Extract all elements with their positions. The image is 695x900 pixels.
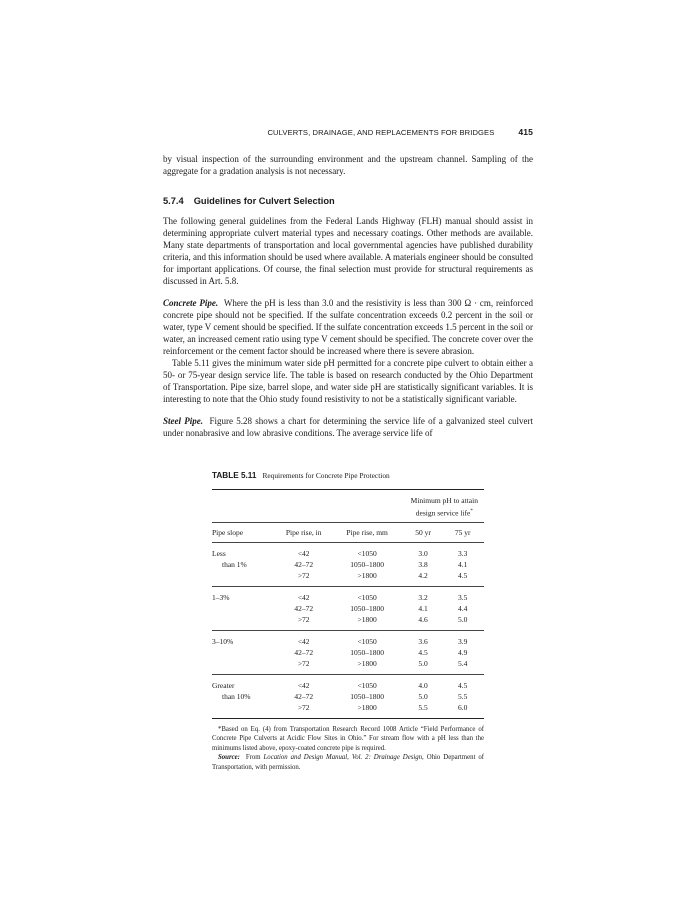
running-head [163, 127, 533, 141]
col-header-50yr: 50 yr [405, 522, 442, 542]
cell-ph-50yr: 4.1 [418, 603, 428, 613]
table-row [212, 674, 484, 691]
concrete-pipe-heading: Concrete Pipe. [163, 298, 219, 308]
cell-rise-in: >72 [297, 658, 310, 668]
cell-pipe-slope [212, 702, 278, 719]
cell-ph-50yr: 3.6 [405, 630, 442, 647]
cell-rise-in: <42 [278, 542, 330, 559]
pipe-protection-table [212, 489, 484, 719]
cell-pipe-slope [212, 603, 278, 614]
table-row [212, 658, 484, 675]
cell-rise-mm: <1050 [330, 630, 405, 647]
cell-ph-75yr: 3.5 [441, 586, 484, 603]
col-header-slope: Pipe slope [212, 522, 278, 542]
table-row [212, 559, 484, 570]
cell-ph-50yr: 4.5 [418, 647, 428, 657]
cell-rise-in: <42 [278, 674, 330, 691]
cell-pipe-slope [212, 647, 278, 658]
table-row [212, 647, 484, 658]
cell-rise-mm: >1800 [357, 614, 377, 624]
cell-rise-in: <42 [278, 630, 330, 647]
page-number: 415 [518, 127, 533, 137]
cell-ph-50yr: 5.0 [418, 658, 428, 668]
group-header [405, 490, 484, 523]
table-caption-text: Requirements for Concrete Pipe Protection [262, 471, 390, 480]
table-group-header [212, 490, 484, 523]
cell-rise-mm: >1800 [357, 570, 377, 580]
cell-ph-75yr: 5.5 [458, 691, 468, 701]
table-row [212, 542, 484, 559]
steel-pipe-text: Figure 5.28 shows a chart for determining the service life of a galvanized steel culvert under nonabrasive and low abrasive conditions. The average service life of [163, 416, 533, 438]
cell-ph-75yr: 4.5 [441, 674, 484, 691]
source-post: Ohio Department of Transportation, with permission. [212, 754, 484, 771]
cell-pipe-slope: 1–3% [212, 586, 278, 603]
table-row [212, 702, 484, 719]
table-row [212, 691, 484, 702]
source-title: Location and Design Manual, Vol. 2: Drainage Design, [263, 754, 424, 761]
source-label: Source: [218, 754, 240, 761]
steel-pipe-paragraph [163, 415, 533, 439]
cell-ph-50yr: 5.5 [405, 702, 442, 719]
table-row [212, 614, 484, 631]
cell-ph-50yr: 3.8 [418, 559, 428, 569]
cell-rise-in: <42 [278, 586, 330, 603]
cell-ph-50yr: 4.0 [405, 674, 442, 691]
group-header-line2: design service life [415, 508, 471, 518]
page-body [163, 127, 533, 439]
table-caption [212, 471, 484, 481]
cell-rise-mm: <1050 [330, 586, 405, 603]
table-row [212, 586, 484, 603]
table-source [212, 753, 484, 772]
continued-paragraph: by visual inspection of the surrounding environment and the upstream channel. Sampling of the aggregate for a gradation analysis is not necessary. [163, 154, 533, 176]
cell-ph-75yr: 5.4 [458, 658, 468, 668]
concrete-pipe-text: Where the pH is less than 3.0 and the resistivity is less than 300 Ω · cm, reinforced concrete pipe should not be specified. If the sulfate concentration exceeds 0.2 percent in the soil or water, type V cement should be specified. If the sulfate concentration exceeds 1.5 percent in the soil or water, an increased cement ratio using type V cement should be specified. The concrete cover over the reinforcement or the cement factor should be increased where there is severe abrasion. [163, 298, 533, 356]
table-column-header [212, 522, 484, 542]
cell-rise-in: 42–72 [294, 559, 314, 569]
cell-ph-75yr: 6.0 [441, 702, 484, 719]
table-row [212, 630, 484, 647]
table-label: TABLE 5.11 [212, 471, 257, 480]
cell-rise-in: >72 [297, 570, 310, 580]
table-row [212, 603, 484, 614]
cell-rise-mm: 1050–1800 [350, 603, 385, 613]
cell-ph-75yr: 5.0 [458, 614, 468, 624]
table-reference-paragraph: Table 5.11 gives the minimum water side pH permitted for a concrete pipe culvert to obtain either a 50- or 75-year design service life. The table is based on research conducted by the Ohio Department of Transportation. Pipe size, barrel slope, and water side pH are statistically significant variables. It is interesting to note that the Ohio study found resistivity to not be a statistically significant variable. [163, 358, 533, 404]
cell-pipe-slope [212, 614, 278, 631]
cell-rise-in: >72 [297, 614, 310, 624]
cell-ph-75yr: 4.5 [458, 570, 468, 580]
cell-rise-mm: <1050 [330, 542, 405, 559]
cell-ph-50yr: 3.0 [405, 542, 442, 559]
cell-rise-mm: >1800 [357, 658, 377, 668]
table-footnotes [212, 725, 484, 773]
cell-ph-75yr: 4.1 [458, 559, 468, 569]
cell-pipe-slope: than 10% [222, 691, 251, 701]
table-row [212, 570, 484, 587]
running-title: CULVERTS, DRAINAGE, AND REPLACEMENTS FOR BRIDGES [267, 128, 495, 137]
col-header-rise-in: Pipe rise, in [278, 522, 330, 542]
table-footnote: *Based on Eq. (4) from Transportation Research Record 1008 Article “Field Performance of Concrete Pipe Culverts at Acidic Flow Sites in Ohio.” For stream flow with a pH less than the minimums listed above, epoxy-coated concrete pipe is required. [212, 725, 484, 752]
col-header-75yr: 75 yr [441, 522, 484, 542]
group-header-line1: Minimum pH to attain [410, 496, 478, 505]
source-pre: From [245, 754, 261, 761]
cell-pipe-slope: 3–10% [212, 630, 278, 647]
steel-pipe-heading: Steel Pipe. [163, 416, 203, 426]
cell-ph-75yr: 4.4 [458, 603, 468, 613]
cell-pipe-slope [212, 658, 278, 675]
section-title: Guidelines for Culvert Selection [193, 196, 335, 206]
col-header-rise-mm: Pipe rise, mm [330, 522, 405, 542]
cell-ph-50yr: 3.2 [405, 586, 442, 603]
cell-ph-75yr: 4.9 [458, 647, 468, 657]
cell-ph-75yr: 3.9 [441, 630, 484, 647]
cell-ph-75yr: 3.3 [441, 542, 484, 559]
cell-rise-mm: 1050–1800 [350, 691, 385, 701]
cell-rise-mm: 1050–1800 [350, 647, 385, 657]
cell-ph-50yr: 4.6 [418, 614, 428, 624]
cell-rise-mm: 1050–1800 [350, 559, 385, 569]
cell-rise-mm: <1050 [330, 674, 405, 691]
cell-ph-50yr: 4.2 [418, 570, 428, 580]
cell-rise-in: >72 [278, 702, 330, 719]
section-heading [163, 195, 533, 207]
concrete-pipe-paragraph [163, 297, 533, 357]
section-number: 5.7.4 [163, 196, 184, 206]
table-5-11 [212, 471, 484, 772]
cell-pipe-slope: Less [212, 542, 278, 559]
intro-paragraph: The following general guidelines from the Federal Lands Highway (FLH) manual should assist in determining appropriate culvert material types and necessary coatings. Other methods are available. Many state departments of transportation and local governmental agencies have published durability criteria, and this information should be used where available. A materials engineer should be consulted for important applications. Of course, the final selection must provide for structural requirements as discussed in Art. 5.8. [163, 216, 533, 286]
group-header-mark: * [470, 509, 473, 514]
cell-rise-in: 42–72 [294, 647, 314, 657]
cell-ph-50yr: 5.0 [418, 691, 428, 701]
cell-pipe-slope [212, 570, 278, 587]
cell-pipe-slope: Greater [212, 674, 278, 691]
cell-rise-in: 42–72 [294, 603, 314, 613]
cell-pipe-slope: than 1% [222, 559, 247, 569]
cell-rise-in: 42–72 [294, 691, 314, 701]
cell-rise-mm: >1800 [330, 702, 405, 719]
